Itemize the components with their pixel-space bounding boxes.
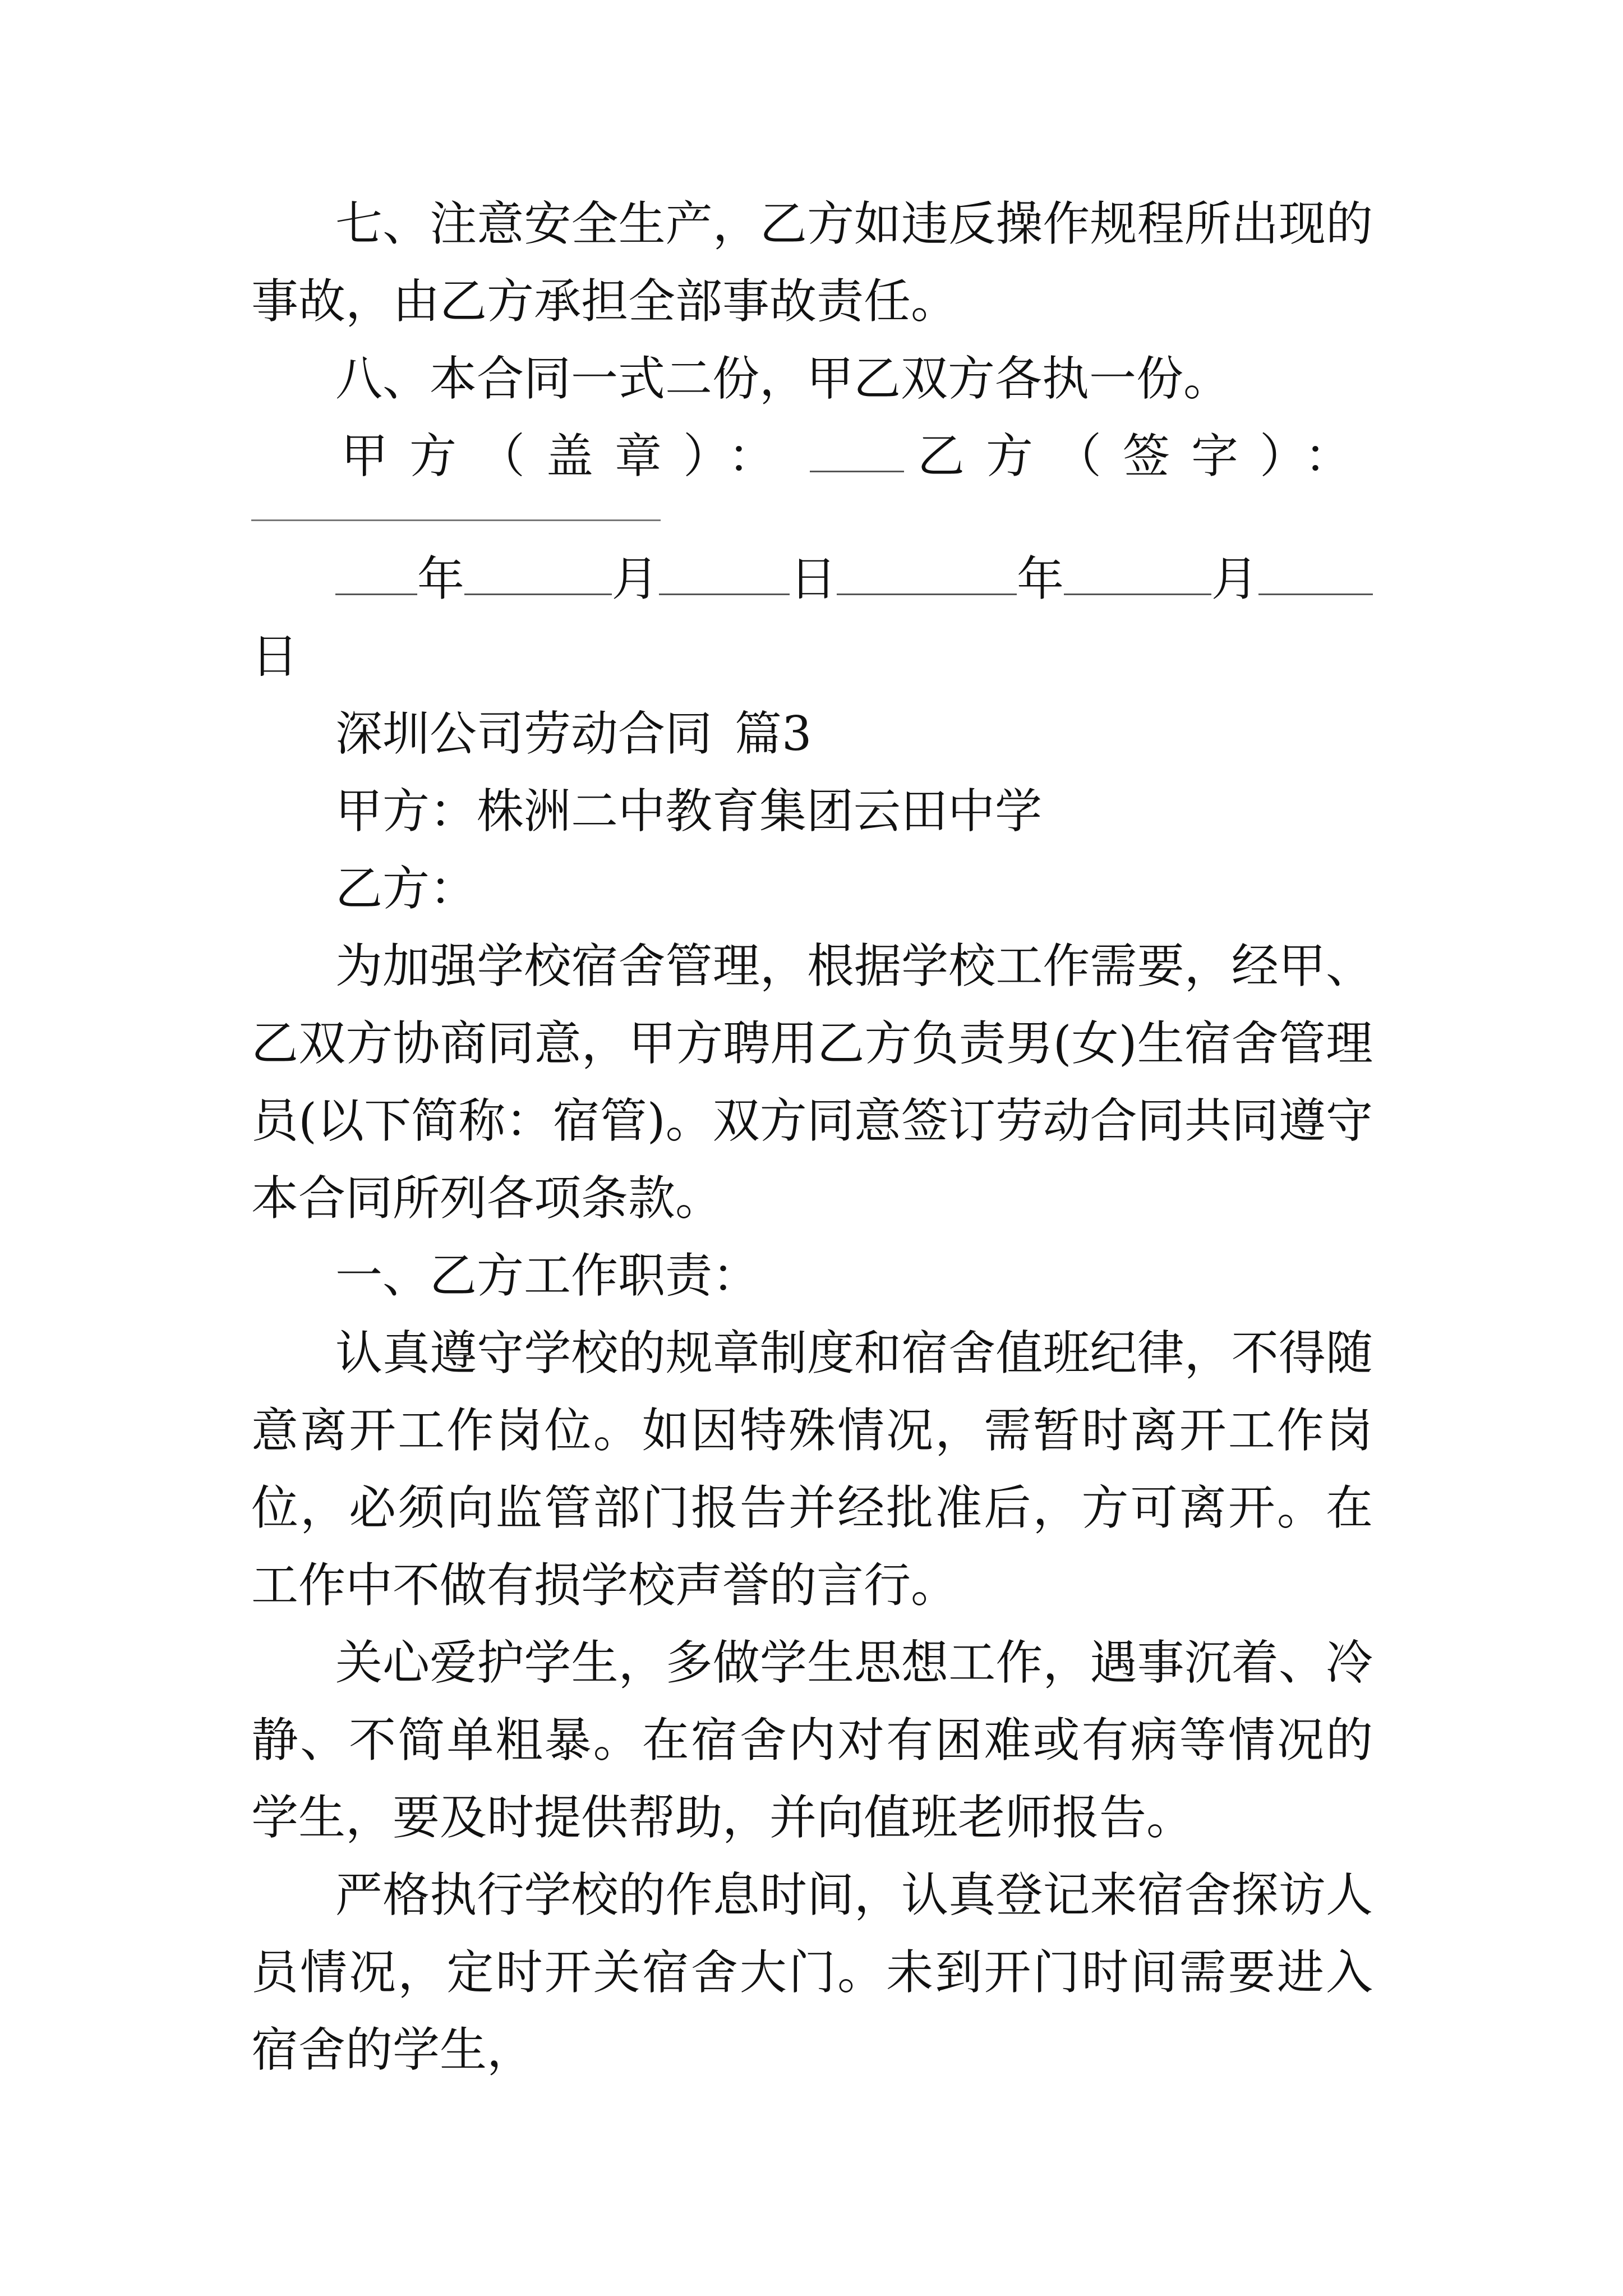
- year-label-b: 年: [1017, 551, 1064, 606]
- month-blank-b: [1064, 554, 1211, 595]
- party-b-line: 乙方：: [335, 861, 477, 916]
- section-title-text: 深圳公司劳动合同: [335, 706, 713, 761]
- year-blank-b: [837, 554, 1017, 595]
- date-line: [251, 540, 1373, 618]
- section-title: [251, 695, 1373, 772]
- month-label-a: 月: [611, 551, 659, 606]
- month-label-b: 月: [1211, 551, 1258, 606]
- party-b-sign-label: 乙方（签字）：: [917, 429, 1373, 484]
- party-b-sign-blank: [251, 517, 1373, 521]
- signature-line: [251, 417, 1373, 495]
- day-blank-b: [1258, 554, 1373, 595]
- section-title-part: 篇3: [735, 706, 812, 761]
- party-a-line: 甲方：株洲二中教育集团云田中学: [335, 784, 1043, 839]
- year-label-a: 年: [417, 551, 464, 606]
- party-a-seal-label: 甲方（盖章）：: [341, 429, 797, 484]
- day-label-b: 日: [251, 629, 299, 684]
- year-blank-a: [335, 554, 417, 595]
- paragraph-copies: 八、本合同一式二份，甲乙双方各执一份。: [335, 351, 1231, 406]
- paragraph-duty-care: 关心爱护学生，多做学生思想工作，遇事沉着、冷静、不简单粗暴。在宿舍内对有困难或有病等情况的学生，要及时提供帮助，并向值班老师报告。: [251, 1635, 1373, 1845]
- day-label-a: 日: [790, 551, 837, 606]
- heading-duties: 一、乙方工作职责：: [335, 1248, 760, 1303]
- party-a-seal-blank: [810, 431, 904, 472]
- paragraph-duty-rules: 认真遵守学校的规章制度和宿舍值班纪律，不得随意离开工作岗位。如因特殊情况，需暂时离开工作岗位，必须向监管部门报告并经批准后，方可离开。在工作中不做有损学校声誉的言行。: [251, 1326, 1373, 1613]
- paragraph-intro: 为加强学校宿舍管理，根据学校工作需要，经甲、乙双方协商同意，甲方聘用乙方负责男(女)生宿舍管理员(以下简称：宿管)。双方同意签订劳动合同共同遵守本合同所列各项条款。: [251, 938, 1373, 1226]
- document-body: [251, 185, 1373, 2088]
- day-blank-a: [659, 554, 790, 595]
- month-blank-a: [464, 554, 612, 595]
- paragraph-safety: 七、注意安全生产，乙方如违反操作规程所出现的事故，由乙方承担全部事故责任。: [251, 196, 1373, 329]
- paragraph-duty-schedule: 严格执行学校的作息时间，认真登记来宿舍探访人员情况，定时开关宿舍大门。未到开门时间需要进入宿舍的学生，: [251, 1867, 1373, 2077]
